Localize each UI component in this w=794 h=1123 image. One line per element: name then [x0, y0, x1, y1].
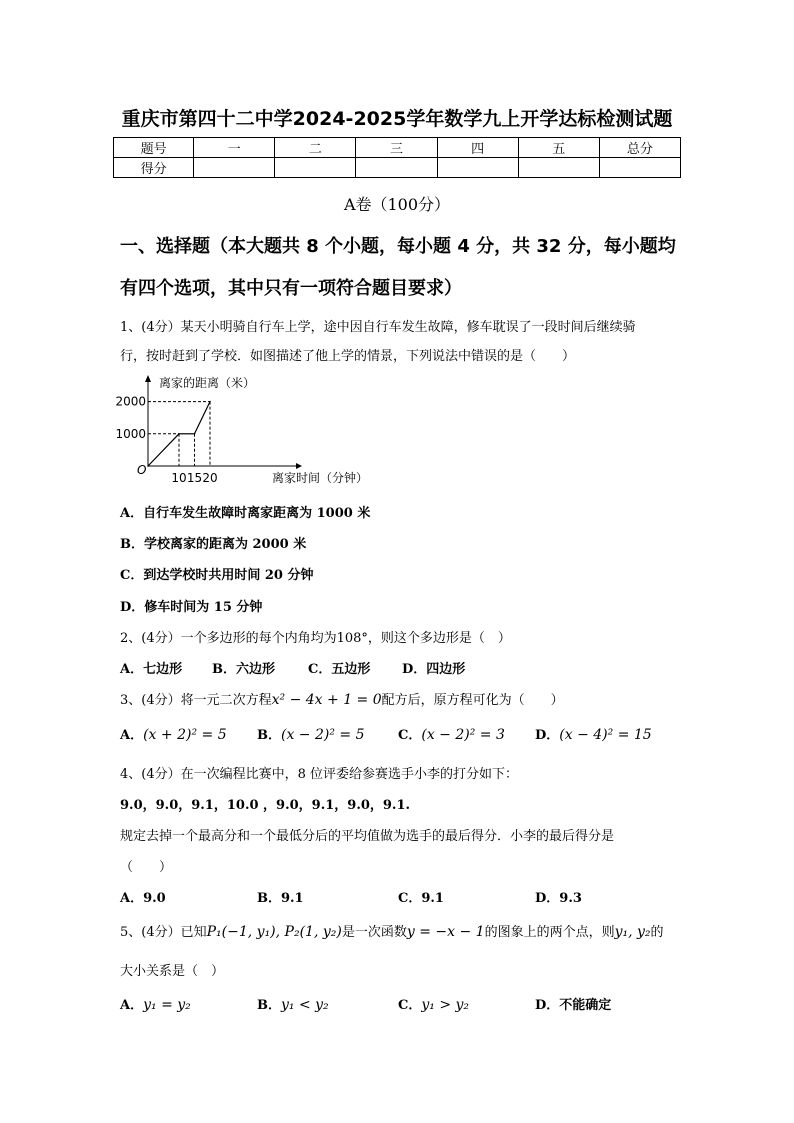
q5-pre: 5、(4分）已知 [120, 925, 207, 940]
distance-time-chart [115, 370, 408, 490]
q3-option-c[interactable] [398, 724, 505, 743]
q2-option-c[interactable]: C．五边形 [308, 662, 371, 677]
q5-points: P₁(−1, y₁), P₂(1, y₂) [206, 924, 342, 940]
q1-stem-line2: 行，按时赶到了学校．如图描述了他上学的情景，下列说法中错误的是（ ） [120, 349, 576, 364]
q4-option-a[interactable]: A．9.0 [120, 891, 166, 906]
q4-stem-line4: （ ） [120, 860, 173, 875]
option-expr: (x + 2)² = 5 [143, 727, 227, 743]
q4-option-c[interactable]: C．9.1 [398, 891, 444, 906]
y-axis-label: 离家的距离（米） [159, 376, 256, 390]
q1-option-d[interactable]: D．修车时间为 15 分钟 [120, 600, 263, 615]
q5-vars: y₁, y₂ [614, 924, 651, 940]
score-table-cell: 五 [518, 138, 599, 158]
q5-stem-line2: 大小关系是（ ） [120, 964, 225, 979]
option-expr: (x − 2)² = 5 [281, 727, 365, 743]
option-label: D． [535, 998, 560, 1013]
q4-option-b[interactable]: B．9.1 [257, 891, 304, 906]
score-table-cell: 总分 [599, 138, 680, 158]
score-input-cell[interactable] [356, 158, 437, 178]
q5-post: 的图象上的两个点，则 [484, 925, 615, 940]
q3-stem-pre: 3、(4分）将一元二次方程 [120, 693, 272, 708]
q2-stem: 2、(4分）一个多边形的每个内角均为108°，则这个多边形是（ ） [120, 631, 511, 646]
q3-equation: x² − 4x + 1 = 0 [271, 692, 382, 708]
score-table-cell: 一 [194, 138, 275, 158]
option-expr: (x − 4)² = 15 [559, 727, 652, 743]
option-expr: (x − 2)² = 3 [421, 727, 505, 743]
option-label: D． [535, 728, 560, 743]
q4-scores: 9.0，9.0，9.1，10.0 ，9.0，9.1，9.0，9.1. [120, 798, 411, 813]
q2-option-d[interactable]: D．四边形 [402, 662, 466, 677]
score-input-cell[interactable] [275, 158, 356, 178]
q1-stem-line1: 1、(4分）某天小明骑自行车上学，途中因自行车发生故障，修车耽误了一段时间后继续骑 [120, 320, 636, 335]
score-table-cell: 二 [275, 138, 356, 158]
exam-title: 重庆市第四十二中学2024-2025学年数学九上开学达标检测试题 [121, 108, 673, 130]
score-table-row-label: 得分 [114, 158, 194, 178]
score-input-cell[interactable] [518, 158, 599, 178]
score-table-score-row [114, 158, 681, 178]
paper-a-heading: A卷（100分） [343, 195, 451, 214]
x-axis-arrow-icon [296, 463, 302, 469]
q2-option-b[interactable]: B．六边形 [212, 662, 275, 677]
q1-option-b[interactable]: B．学校离家的距离为 2000 米 [120, 537, 307, 552]
score-table [113, 137, 681, 178]
q4-option-d[interactable]: D．9.3 [535, 891, 582, 906]
score-table-cell: 题号 [114, 138, 194, 158]
data-point [194, 433, 196, 435]
x-axis-label: 离家时间（分钟） [272, 471, 369, 485]
option-label: C． [398, 728, 422, 743]
data-point [178, 433, 180, 435]
q3-stem-post: 配方后，原方程可化为（ ） [381, 693, 564, 708]
q5-option-d[interactable] [535, 994, 611, 1013]
score-input-cell[interactable] [437, 158, 518, 178]
x-tick-label: 10 [171, 471, 187, 485]
option-expr: y₁ < y₂ [281, 997, 329, 1013]
q4-stem-line3: 规定去掉一个最高分和一个最低分后的平均值做为选手的最后得分．小李的最后得分是 [120, 829, 615, 844]
section-heading-line1: 一、选择题（本大题共 8 个小题，每小题 4 分，共 32 分，每小题均 [120, 236, 676, 257]
option-expr: 不能确定 [559, 998, 612, 1013]
q4-stem-line1: 4、(4分）在一次编程比赛中，8 位评委给参赛选手小李的打分如下： [120, 767, 519, 782]
q1-option-a[interactable]: A．自行车发生故障时离家距离为 1000 米 [120, 506, 371, 521]
data-point [147, 465, 149, 467]
score-input-cell[interactable] [599, 158, 680, 178]
score-table-cell: 四 [437, 138, 518, 158]
x-tick-label: 15 [186, 471, 203, 485]
q3-option-d[interactable] [535, 724, 652, 743]
y-tick-label: 2000 [115, 394, 146, 409]
x-tick-label: 20 [202, 471, 218, 485]
option-expr: y₁ > y₂ [421, 997, 470, 1013]
q3-stem [120, 689, 564, 708]
section-heading-line2: 有四个选项，其中只有一项符合题目要求） [120, 278, 462, 299]
q1-option-c[interactable]: C．到达学校时共用时间 20 分钟 [120, 568, 314, 583]
q5-mid: 是一次函数 [341, 925, 407, 940]
option-label: B． [257, 728, 281, 743]
option-label: A． [120, 998, 144, 1013]
data-point [209, 401, 211, 403]
q5-option-a[interactable] [120, 994, 191, 1013]
option-expr: y₁ = y₂ [143, 997, 191, 1013]
score-input-cell[interactable] [194, 158, 275, 178]
q3-option-b[interactable] [257, 724, 365, 743]
q5-option-c[interactable] [398, 994, 469, 1013]
score-table-cell: 三 [356, 138, 437, 158]
q5-function: y = −x − 1 [406, 924, 485, 940]
option-label: C． [398, 998, 422, 1013]
series-segment [195, 402, 211, 434]
score-table-header-row [114, 138, 681, 158]
q3-option-a[interactable] [120, 724, 227, 743]
y-axis-arrow-icon [145, 375, 151, 382]
q5-option-b[interactable] [257, 994, 329, 1013]
origin-label: O [137, 463, 147, 477]
q5-tail: 的 [650, 925, 664, 940]
q5-stem-line1 [120, 921, 664, 940]
option-label: B． [257, 998, 281, 1013]
option-label: A． [120, 728, 144, 743]
series-segment [148, 434, 179, 466]
q2-option-a[interactable]: A．七边形 [120, 662, 183, 677]
y-tick-label: 1000 [115, 426, 146, 441]
